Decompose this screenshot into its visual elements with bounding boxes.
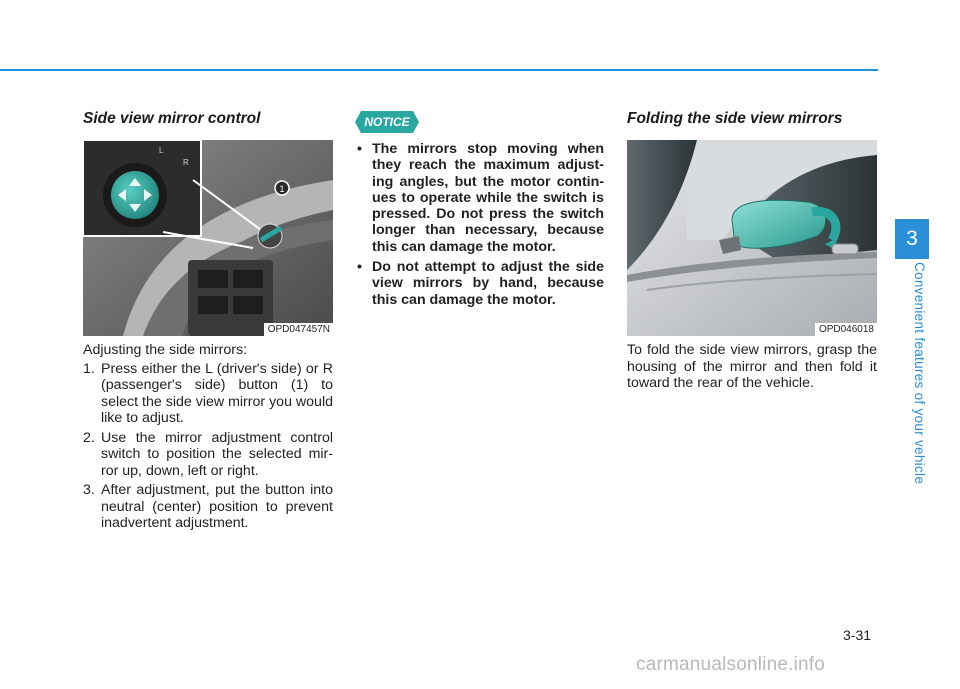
car-mirror-illustration — [627, 140, 877, 336]
figure-caption-right: OPD046018 — [815, 323, 877, 336]
notice-label: NOTICE — [364, 115, 410, 129]
bullet-text: The mirrors stop moving when they reach the maximum adjust-ing angles, but the motor contin-ues to operate while the switch is pressed. Do not press the switch longer than necessary, because this can damage the motor. — [372, 141, 604, 255]
notice-badge — [355, 111, 419, 133]
bullet-text: Do not attempt to adjust the side view mirrors by hand, because this can damage the motor. — [372, 259, 604, 308]
page-number: 3-31 — [843, 627, 872, 643]
figure-caption-left: OPD047457N — [264, 323, 333, 336]
bullet-dot: • — [357, 259, 362, 276]
chapter-number-tab: 3 — [895, 219, 929, 259]
section-title-folding-mirrors: Folding the side view mirrors — [627, 110, 843, 127]
door-panel-illustration — [83, 140, 333, 336]
notice-bullets — [355, 141, 604, 312]
mirror-switch-figure — [83, 140, 333, 336]
switch-label-l: L — [159, 146, 164, 155]
list-item — [355, 141, 604, 255]
step-text: After adjustment, put the button into neutral (center) position to prevent inadvertent adjustment. — [101, 482, 333, 531]
list-item — [83, 430, 333, 480]
step-text: Use the mirror adjustment control switch to position the selected mir-ror up, down, left or right. — [101, 429, 333, 479]
list-item — [83, 361, 333, 427]
left-body — [83, 342, 333, 532]
section-title-mirror-control: Side view mirror control — [83, 110, 261, 127]
callout-number: 1 — [279, 184, 285, 194]
header-rule — [0, 69, 878, 71]
list-item — [355, 259, 604, 308]
step-number: 3. — [83, 482, 95, 498]
list-item — [83, 482, 333, 532]
right-body: To fold the side view mirrors, grasp the housing of the mirror and then fold it toward the rear of the vehicle. — [627, 342, 877, 391]
bullet-dot: • — [357, 141, 362, 157]
watermark: carmanualsonline.info — [636, 654, 826, 675]
step-number: 1. — [83, 360, 95, 377]
folding-mirror-figure — [627, 140, 877, 336]
intro-text: Adjusting the side mirrors: — [83, 342, 248, 358]
step-text: Press either the L (driver's side) or R (passenger's side) button (1) to select the side view mirror you would like to adjust. — [101, 360, 333, 426]
switch-label-r: R — [183, 158, 189, 167]
chapter-title: Convenient features of your vehicle — [912, 262, 927, 485]
step-number: 2. — [83, 429, 95, 446]
